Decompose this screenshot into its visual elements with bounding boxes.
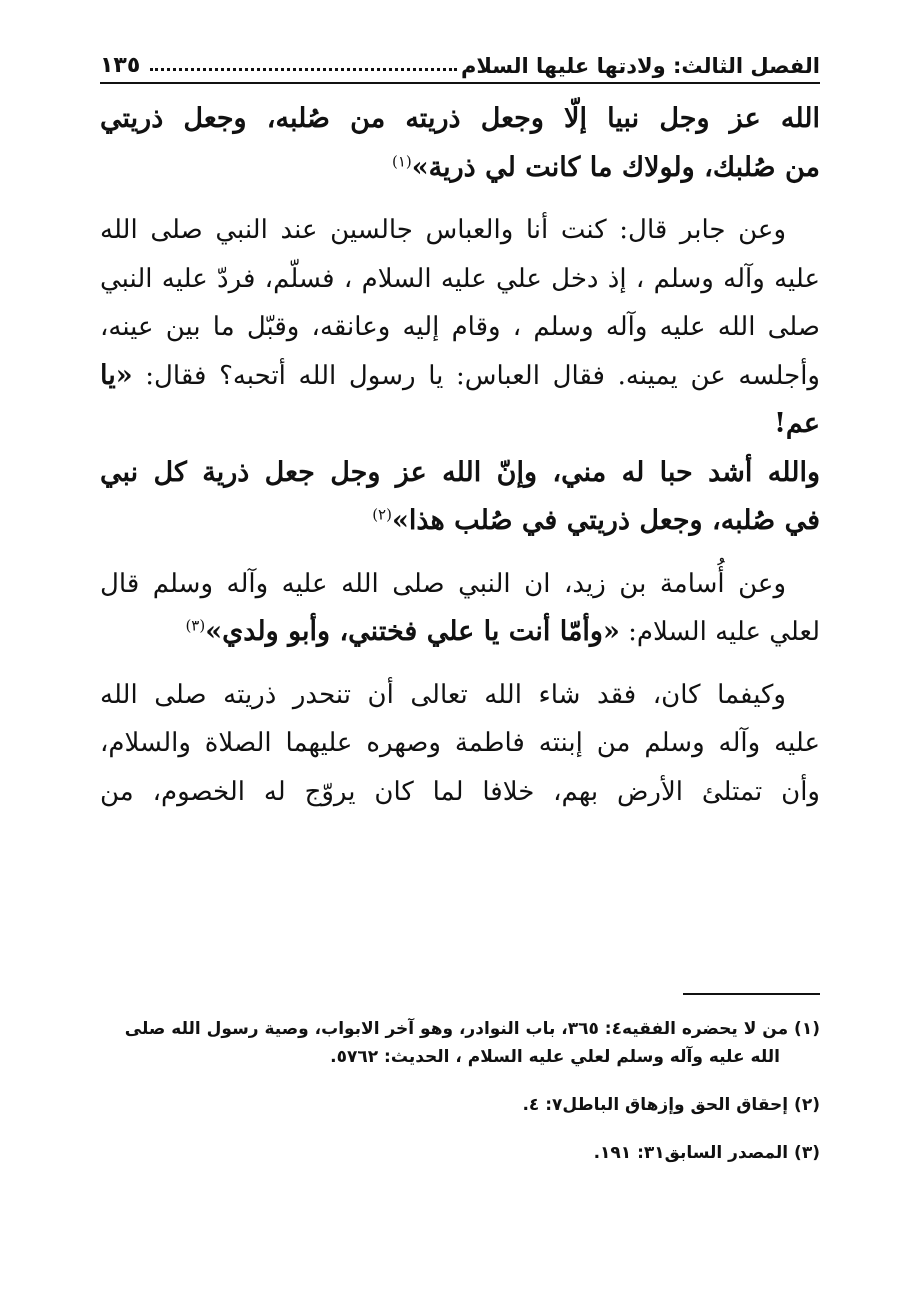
footnotes — [100, 1015, 820, 1187]
quote-text: من صُلبك، ولولاك ما كانت لي ذرية» — [411, 151, 820, 183]
narrative-text: وأجلسه عن يمينه. فقال العباس: يا رسول الله أتحبه؟ فقال: — [132, 360, 820, 391]
paragraph-4-line-1: وكيفما كان، فقد شاء الله تعالى أن تنحدر ذريته صلى الله — [100, 679, 786, 710]
quote-text: والله أشد حبا له مني، وإنّ الله عز وجل جعل ذرية كل نبي — [100, 456, 820, 488]
body-text — [100, 95, 820, 816]
paragraph-2-line-1: وعن جابر قال: كنت أنا والعباس جالسين عند النبي صلى الله — [100, 215, 787, 245]
footnote-1-continuation: الله عليه وآله وسلم لعلي عليه السلام ، الحديث: ٥٧٦٢. — [330, 1047, 780, 1067]
page-number: ١٣٥ — [100, 53, 141, 78]
footnote-2: (٢) إحقاق الحق وإزهاق الباطل٧: ٤. — [522, 1095, 820, 1115]
quote-text: «يا عم! — [100, 359, 820, 439]
paragraph-2-line-3: صلى الله عليه وآله وسلم ، وقام إليه وعانقه، وقبّل ما بين عينه، — [100, 312, 820, 342]
paragraph-2-line-5 — [100, 449, 820, 498]
paragraph-3-line-2 — [100, 608, 820, 657]
running-header — [100, 42, 820, 84]
quote-text: الله عز وجل نبيا إلّا وجعل ذريته من صُلبه، وجعل ذريتي — [100, 103, 820, 134]
narrative-text: لعلي عليه السلام: — [619, 617, 820, 647]
paragraph-2-line-4 — [100, 352, 820, 449]
footnote-separator — [683, 993, 820, 995]
footnote-ref-2: (٢) — [372, 505, 392, 524]
quote-text: في صُلبه، وجعل ذريتي في صُلب هذا» — [391, 505, 820, 536]
footnote-1: (١) من لا يحضره الفقيه٤: ٣٦٥، باب النوادر، وهو آخر الابواب، وصية رسول الله صلى — [124, 1019, 820, 1039]
paragraph-1-end — [100, 144, 820, 193]
footnote-ref-3: (٣) — [185, 616, 206, 635]
paragraph-4-line-2: عليه وآله وسلم من إبنته فاطمة وصهره عليهما الصلاة والسلام، — [100, 728, 820, 758]
paragraph-3-line-1: وعن أُسامة بن زيد، ان النبي صلى الله عليه وآله وسلم قال — [100, 568, 786, 599]
footnote-ref-1: (١) — [392, 151, 412, 170]
paragraph-1 — [100, 95, 820, 144]
leader-dots — [150, 68, 457, 71]
quote-text: «وأمّا أنت يا علي فختني، وأبو ولدي» — [205, 616, 620, 647]
chapter-title: الفصل الثالث: ولادتها عليها السلام — [460, 54, 820, 78]
footnote-3: (٣) المصدر السابق٣١: ١٩١. — [593, 1143, 820, 1163]
paragraph-2-line-2: عليه وآله وسلم ، إذ دخل علي عليه السلام ، فسلّم، فردّ عليه النبي — [100, 263, 820, 294]
paragraph-2-line-6 — [100, 497, 820, 546]
paragraph-4-line-3: وأن تمتلئ الأرض بهم، خلافا لما كان يروّج له الخصوم، من — [100, 776, 820, 807]
